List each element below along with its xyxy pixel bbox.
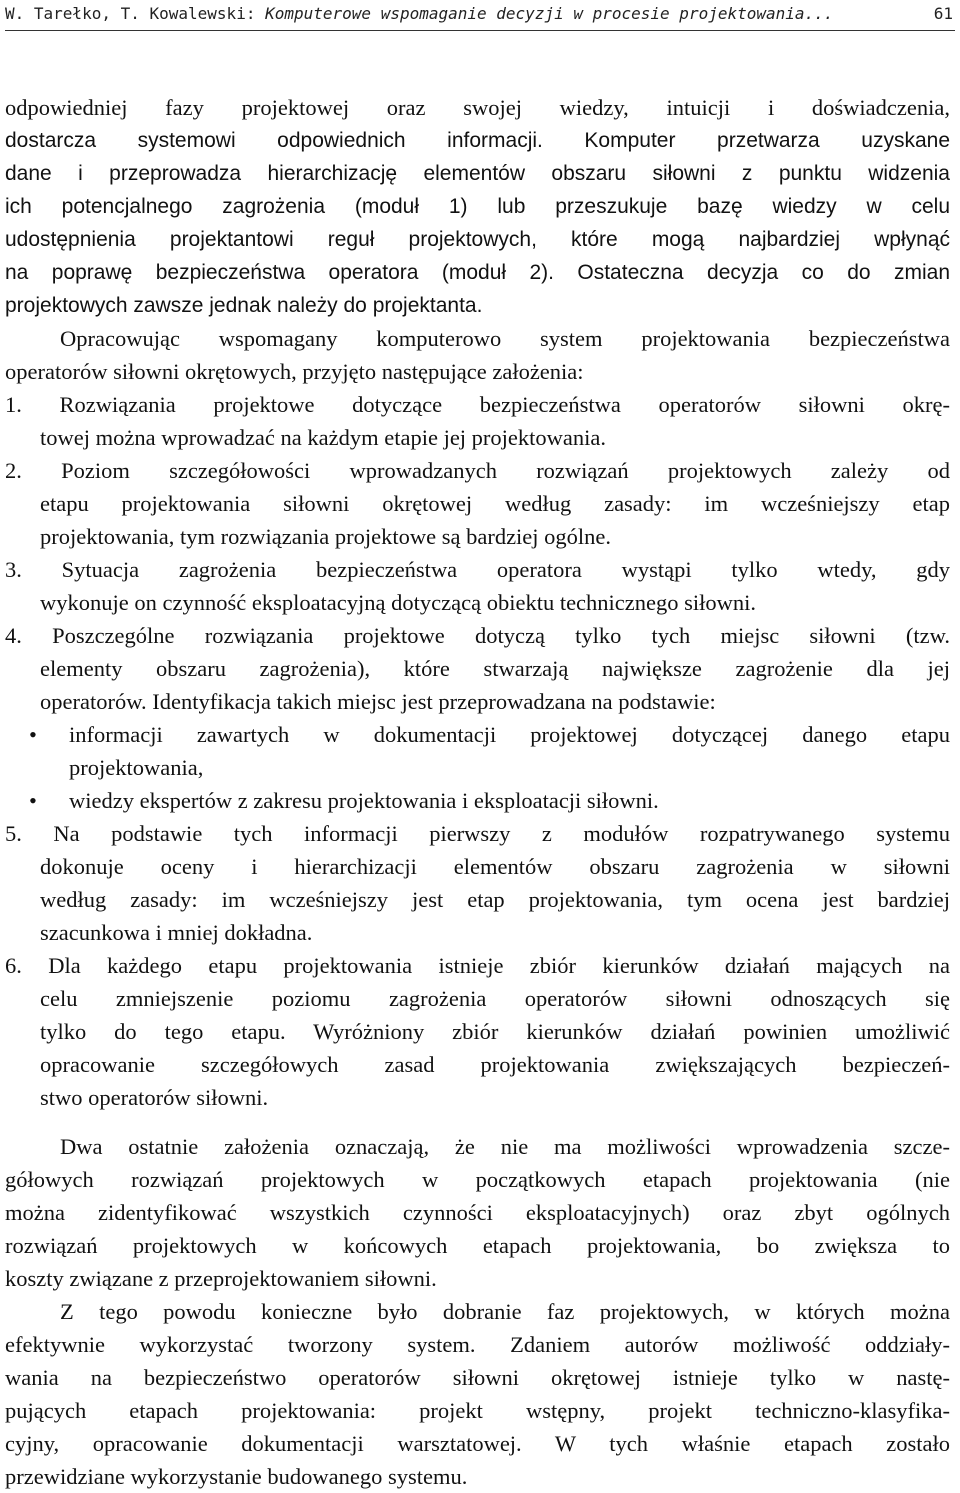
text-line: projektowych zawsze jednak należy do projektanta. <box>5 294 483 317</box>
list-item-2: 2. Poziom szczegółowości wprowadzanych rozwiązań projektowych zależy od <box>5 458 950 483</box>
bullet-text: informacji zawartych w dokumentacji projektowej dotyczącej danego etapu <box>69 722 950 747</box>
list-item-1: 1. Rozwiązania projektowe dotyczące bezpieczeństwa operatorów siłowni okrę- <box>5 392 950 417</box>
text-line: dostarcza systemowi odpowiednich informacji. Komputer przetwarza uzyskane <box>5 129 950 152</box>
text-line: wania na bezpieczeństwo operatorów siłowni okrętowej istnieje tylko w nastę- <box>5 1365 950 1390</box>
text-line: Opracowując wspomagany komputerowo system projektowania bezpieczeństwa <box>60 326 950 351</box>
list-item-6-cont: tylko do tego etapu. Wyróżniony zbiór kierunków działań powinien umożliwić <box>40 1019 950 1044</box>
list-item-6: 6. Dla każdego etapu projektowania istnieje zbiór kierunków działań mających na <box>5 953 950 978</box>
text-line: efektywnie wykorzystać tworzony system. Zdaniem autorów możliwość oddziały- <box>5 1332 950 1357</box>
text-line: ich potencjalnego zagrożenia (moduł 1) lub przeszukuje bazę wiedzy w celu <box>5 195 950 218</box>
bullet-icon: • <box>29 722 37 747</box>
text-line: odpowiedniej fazy projektowej oraz swojej wiedzy, intuicji i doświadczenia, <box>5 95 950 120</box>
text-line: operatorów siłowni okrętowych, przyjęto następujące założenia: <box>5 359 584 384</box>
text-line: koszty związane z przeprojektowaniem siłowni. <box>5 1266 437 1291</box>
list-item-2-cont: projektowania, tym rozwiązania projektowe są bardziej ogólne. <box>40 524 612 549</box>
list-item-3: 3. Sytuacja zagrożenia bezpieczeństwa operatora wystąpi tylko wtedy, gdy <box>5 557 950 582</box>
list-item-6-cont: celu zmniejszenie poziomu zagrożenia operatorów siłowni odnoszących się <box>40 986 950 1011</box>
list-item-5-cont: według zasady: im wcześniejszy jest etap projektowania, tym ocena jest bardziej <box>40 887 950 912</box>
text-line: gółowych rozwiązań projektowych w początkowych etapach projektowania (nie <box>5 1167 950 1192</box>
text-line: można zidentyfikować wszystkich czynności eksploatacyjnych) oraz zbyt ogólnych <box>5 1200 950 1225</box>
text-line: na poprawę bezpieczeństwa operatora (moduł 2). Ostateczna decyzja co do zmian <box>5 261 950 284</box>
text-line: dane i przeprowadza hierarchizację elementów obszaru siłowni z punktu widzenia <box>5 162 950 185</box>
text-line: Dwa ostatnie założenia oznaczają, że nie ma możliwości wprowadzenia szcze- <box>60 1134 950 1159</box>
text-line: udostępnienia projektantowi reguł projektowych, które mogą najbardziej wpłynąć <box>5 228 950 251</box>
paragraph-gap <box>5 1114 950 1130</box>
list-item-5: 5. Na podstawie tych informacji pierwszy z modułów rozpatrywanego systemu <box>5 821 950 846</box>
bullet-item-cont: projektowania, <box>69 755 204 780</box>
list-item-4-cont: operatorów. Identyfikacja takich miejsc jest przeprowadzana na podstawie: <box>40 689 716 714</box>
text-line: przewidziane wykorzystanie budowanego systemu. <box>5 1464 468 1489</box>
header-rule <box>5 30 955 31</box>
list-item-4-cont: elementy obszaru zagrożenia), które stwarzają największe zagrożenie dla jej <box>40 656 950 681</box>
list-item-6-cont: stwo operatorów siłowni. <box>40 1085 269 1110</box>
text-line: rozwiązań projektowych w końcowych etapach projektowania, bo zwiększa to <box>5 1233 950 1258</box>
text-line: Z tego powodu konieczne było dobranie faz projektowych, w których można <box>60 1299 950 1324</box>
list-item-4: 4. Poszczególne rozwiązania projektowe dotyczą tylko tych miejsc siłowni (tzw. <box>5 623 950 648</box>
bullet-item <box>5 718 950 751</box>
page-number: 61 <box>933 4 953 23</box>
running-header <box>5 2 955 26</box>
bullet-item <box>5 784 950 817</box>
list-item-2-cont: etapu projektowania siłowni okrętowej według zasady: im wcześniejszy etap <box>40 491 950 516</box>
list-item-1-cont: towej można wprowadzać na każdym etapie jej projektowania. <box>40 425 607 450</box>
list-item-5-cont: dokonuje oceny i hierarchizacji elementów obszaru zagrożenia w siłowni <box>40 854 950 879</box>
text-line: cyjny, opracowanie dokumentacji warsztatowej. W tych właśnie etapach zostało <box>5 1431 950 1456</box>
text-line: pujących etapach projektowania: projekt wstępny, projekt techniczno-klasyfika- <box>5 1398 950 1423</box>
bullet-text: wiedzy ekspertów z zakresu projektowania i eksploatacji siłowni. <box>69 788 659 813</box>
header-authors: W. Tarełko, T. Kowalewski: <box>5 4 266 23</box>
list-item-5-cont: szacunkowa i mniej dokładna. <box>40 920 313 945</box>
list-item-6-cont: opracowanie szczegółowych zasad projektowania zwiększających bezpieczeń- <box>40 1052 950 1077</box>
body-text <box>5 91 950 1493</box>
header-title: Komputerowe wspomaganie decyzji w procesie projektowania... <box>265 4 834 23</box>
bullet-icon: • <box>29 788 37 813</box>
list-item-3-cont: wykonuje on czynność eksploatacyjną dotyczącą obiektu technicznego siłowni. <box>40 590 757 615</box>
